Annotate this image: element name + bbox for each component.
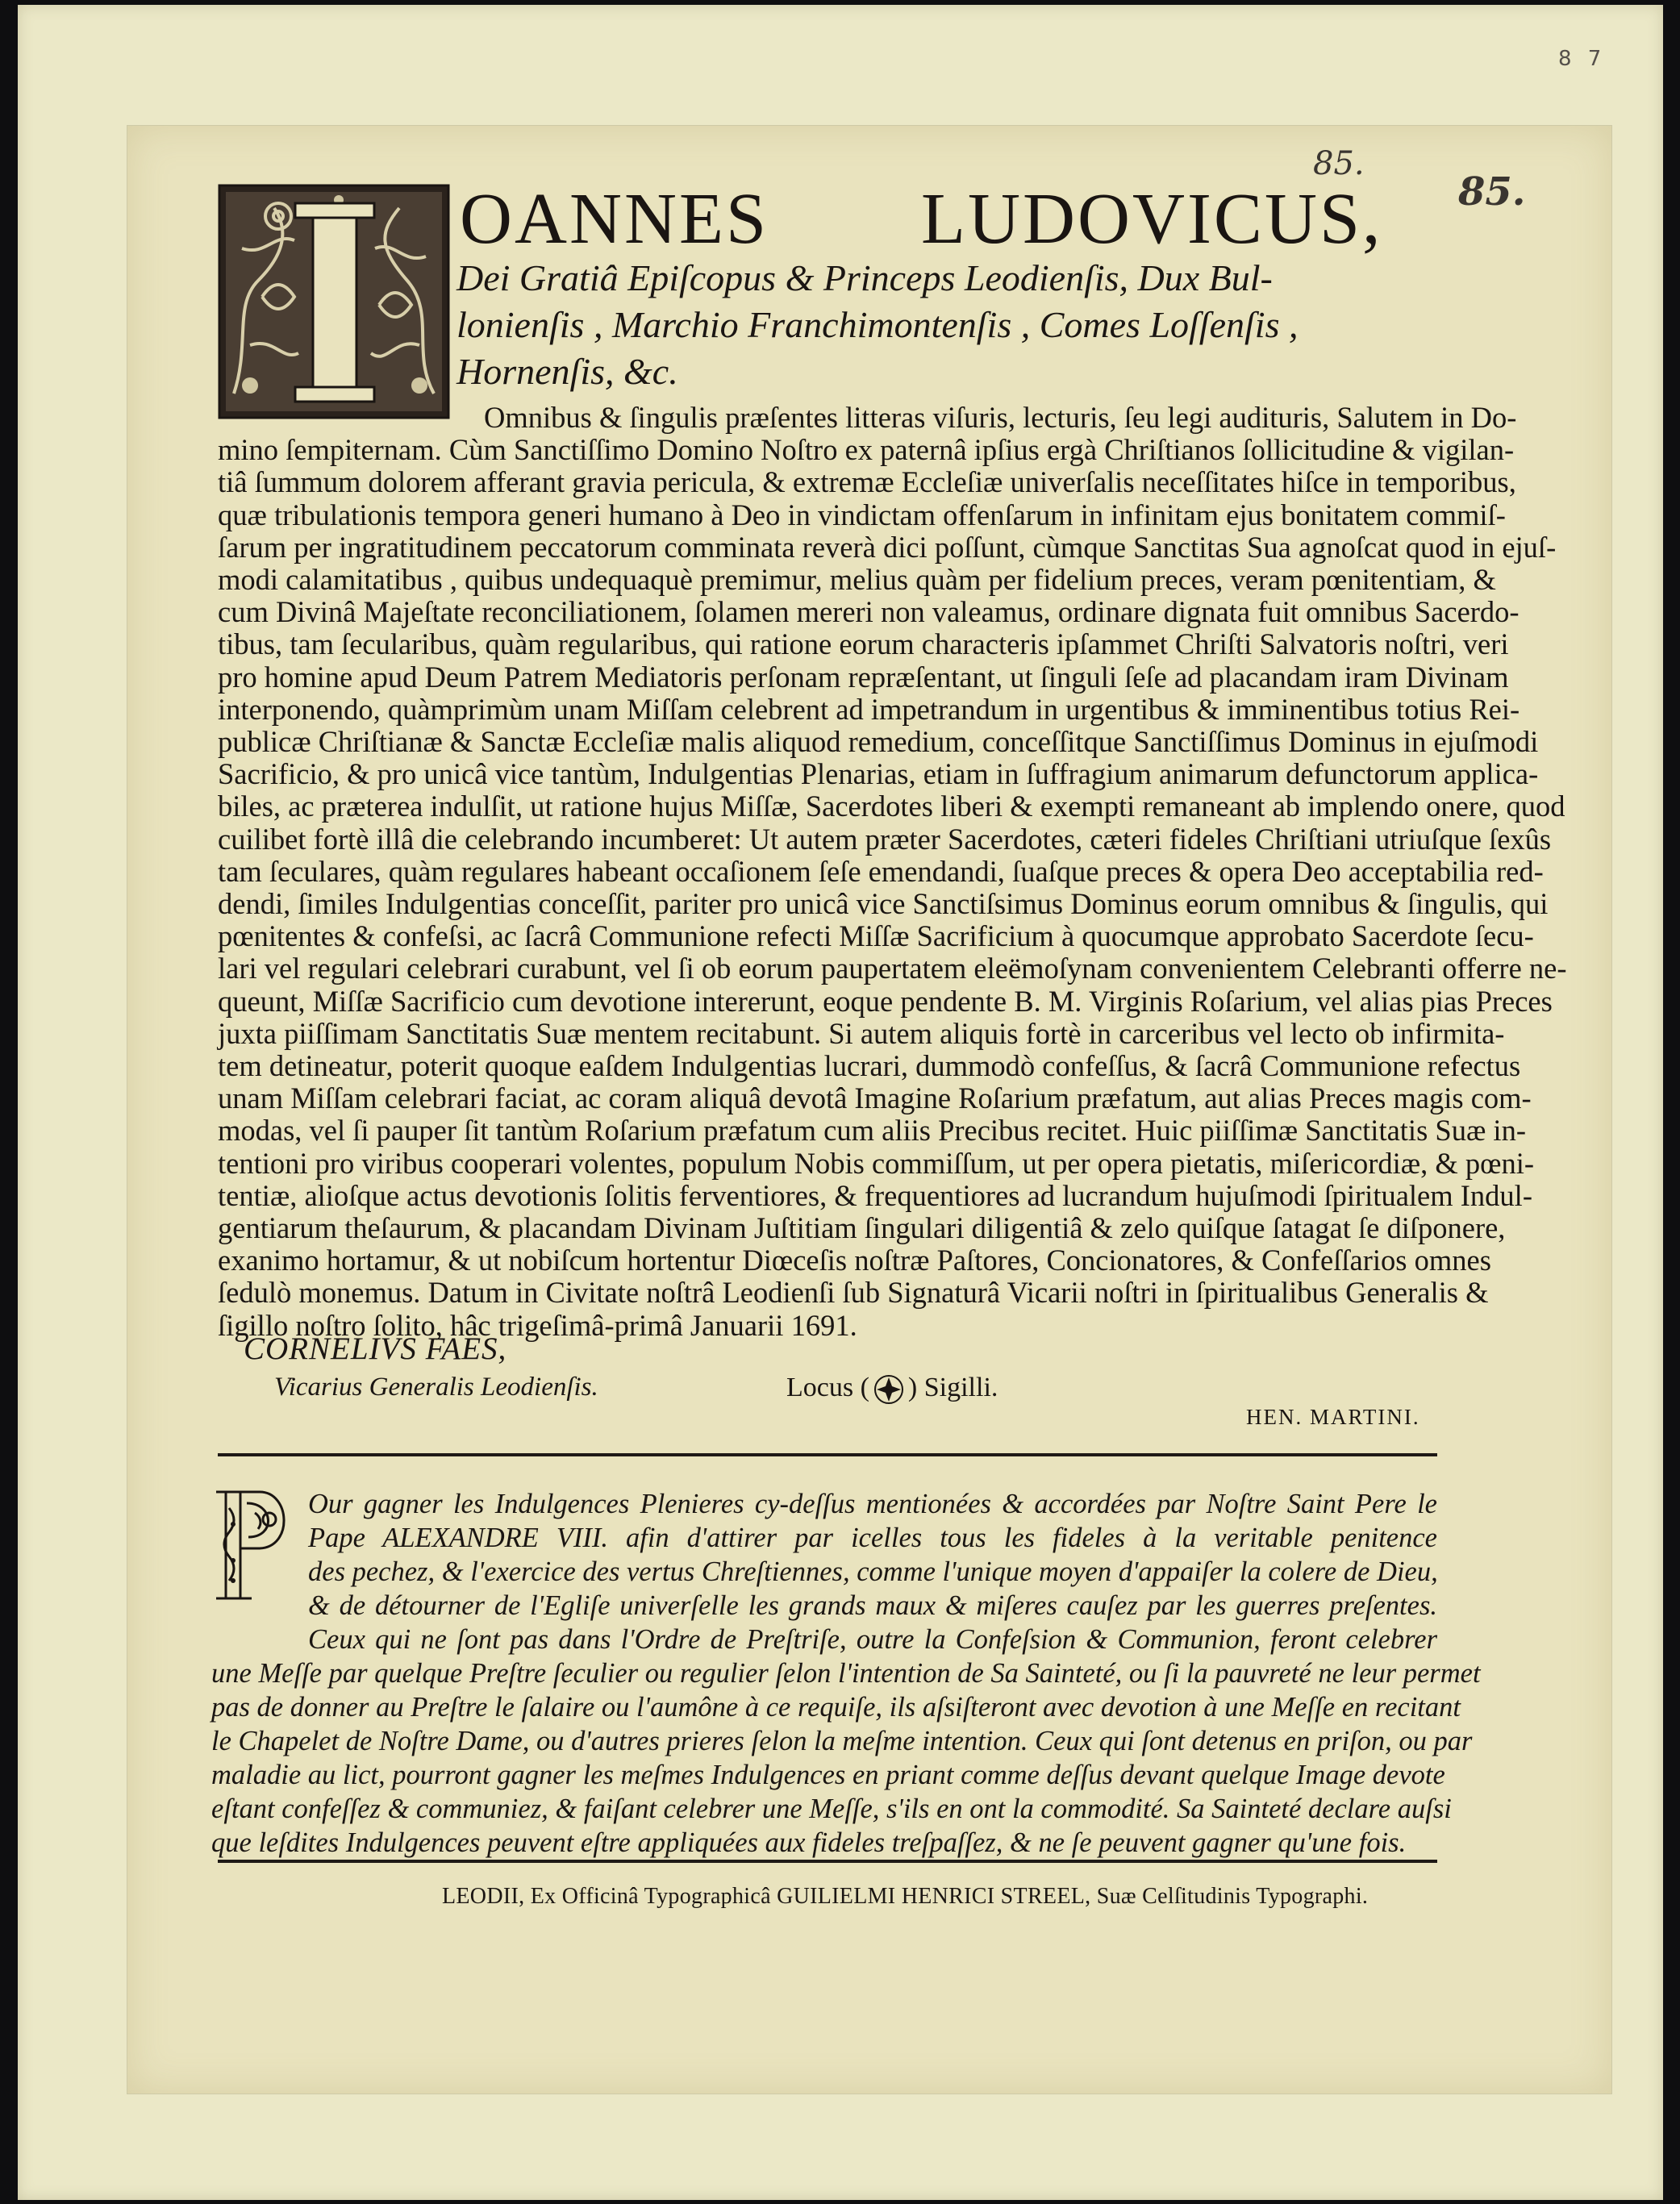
body-line: tam ſeculares, quàm regulares habeant occaſionem ſeſe emendandi, ſuaſque preces & opera Deo acceptabilia red- (218, 854, 1544, 888)
divider-rule-top (218, 1453, 1437, 1456)
body-line: unam Miſſam celebrari faciat, ac coram aliquâ devotâ Imagine Roſarium præfatum, aut alias Preces magis com- (218, 1081, 1532, 1115)
cross-seal-icon (873, 1373, 905, 1406)
french-line: une Meſſe par quelque Preſtre ſeculier ou regulier ſelon l'intention de Sa Sainteté, ou ſi la pauvreté ne leur permet (211, 1658, 1481, 1689)
pencil-folio-number: 8 7 (1558, 47, 1607, 71)
seal-place (786, 1373, 998, 1406)
body-line: gentiarum theſaurum, & placandam Divinam Juſtitiam ſingulari diligentiâ & zelo quiſque ſatagat ſe diſponere, (218, 1211, 1506, 1244)
body-line: juxta piiſſimam Sanctitatis Suæ mentem recitabunt. Si autem aliquis fortè in carceribus vel lecto ob infirmita- (218, 1016, 1505, 1050)
body-line: ſedulò monemus. Datum in Civitate noſtrâ Leodienſi ſub Signaturâ Vicarii noſtri in ſpiritualibus Generalis & (218, 1276, 1489, 1310)
body-line: tentioni pro viribus cooperari volentes, populum Nobis commiſſum, ut per opera pietatis, miſericordiæ, & pœni- (218, 1146, 1535, 1180)
french-line: & de détourner de l'Egliſe univerſelle les grands maux & miſeres cauſez par les guerres preſentes. (308, 1590, 1437, 1621)
body-line: modi calamitatibus , quibus undequaquè premimur, melius quàm per fidelium preces, veram pœnitentiam, & (218, 563, 1496, 596)
french-line: que leſdites Indulgences peuvent eſtre appliquées aux fideles treſpaſſez, & ne ſe peuvent gagner qu'une fois. (211, 1827, 1407, 1858)
body-line: interponendo, quàmprimùm unam Miſſam celebrent ad impetrandum in urgentibus & imminentibus totius Rei- (218, 692, 1520, 726)
body-line: tem detineatur, poterit quoque eaſdem Indulgentias lucrari, dummodò confeſſus, & ſacrâ Communione refectus (218, 1049, 1521, 1082)
body-line: ſigillo noſtro ſolito, hâc trigeſimâ-primâ Januarii 1691. (218, 1308, 857, 1342)
divider-rule-bottom (218, 1860, 1437, 1863)
heading-styles-line-1: Dei Gratiâ Epiſcopus & Princeps Leodienſis, Dux Bul- (456, 257, 1273, 298)
body-line: cuilibet fortè illâ die celebrando incumberet: Ut autem præter Sacerdotes, cæteri fideles Chriſtiani utriuſque ſexûs (218, 822, 1552, 856)
body-line: queunt, Miſſæ Sacrificio cum devotione intererunt, eoque pendente B. M. Virginis Roſarium, vel alias pias Preces (218, 984, 1553, 1018)
decorated-initial-p (210, 1484, 297, 1606)
body-line: publicæ Chriſtianæ & Sanctæ Eccleſiæ malis aliquod remedium, conceſſitque Sanctiſſimus Dominus in ejuſmodi (218, 725, 1539, 758)
heading-title (460, 177, 1428, 260)
body-line: Sacrificio, & pro unicâ vice tantùm, Indulgentias Plenarias, etiam in ſuffragium animarum defunctorum applica- (218, 757, 1539, 791)
body-line: pro homine apud Deum Patrem Mediatoris perſonam repræſentant, ut ſinguli ſeſe ad placandam iram Divinam (218, 660, 1509, 694)
woodcut-ornament-icon (218, 184, 450, 419)
body-line: pœnitentes & confeſsi, ac ſacrâ Communione refecti Miſſæ Sacrificium à quocumque approbato Sacerdote ſecu- (218, 919, 1534, 953)
printer-name: HEN. MARTINI. (1246, 1405, 1420, 1429)
body-line: tibus, tam ſecularibus, quàm regularibus, qui ratione eorum characteris ipſammet Chriſti Salvatoris noſtri, veri (218, 627, 1509, 661)
body-line: ſarum per ingratitudinem peccatorum comminata reverà dici poſſunt, cùmque Sanctitas Sua agnoſcat quod in ejuſ- (218, 530, 1557, 564)
body-line: tentiæ, alioſque actus devotionis ſolitis ferventiores, & frequentiores ad lucrandum hujuſmodi ſpiritualem Indul- (218, 1178, 1532, 1212)
handwritten-number-large: 85. (1458, 169, 1526, 215)
signatory-name: CORNELIVS FAES, (244, 1331, 507, 1366)
decorated-initial-i (218, 184, 450, 419)
heading-name-part2: LUDOVICUS, (921, 179, 1383, 259)
body-line: lari vel regulari celebrari curabunt, vel ſi ob eorum paupertatem eleëmoſynam convenientem Celebranti offerre ne- (218, 952, 1567, 985)
french-line: eſtant confeſſez & communiez, & faiſant celebrer une Meſſe, s'ils en ont la commodité. Sa Sainteté declare auſsi (211, 1794, 1452, 1824)
french-line: des pechez, & l'exercice des vertus Chreſtiennes, comme l'unique moyen d'appaiſer la colere de Dieu, (308, 1556, 1438, 1587)
handwritten-number-small: 85. (1313, 145, 1365, 182)
heading-name-part1: OANNES (460, 179, 769, 259)
locus-right-text: ) Sigilli. (907, 1373, 998, 1402)
heading-styles-line-2: lonienſis , Marchio Franchimontenſis , Comes Loſſenſis , (456, 304, 1299, 345)
body-line: Omnibus & ſingulis præſentes litteras viſuris, lecturis, ſeu legi audituris, Salutem in Do- (484, 401, 1517, 434)
body-line: exanimo hortamur, & ut nobiſcum hortentur Diœceſis noſtræ Paſtores, Concionatores, & Confeſſarios omnes (218, 1244, 1491, 1277)
body-line: cum Divinâ Majeſtate reconciliationem, ſolamen mereri non valeamus, ordinare dignata fuit omnibus Sacerdo- (218, 595, 1520, 629)
body-line: dendi, ſimiles Indulgentias conceſſit, pariter pro unicâ vice Sanctiſsimus Dominus eorum omnibus & ſingulis, qui (218, 887, 1549, 920)
heading-styles-line-3: Hornenſis, &c. (456, 351, 678, 392)
french-line: Ceux qui ne ſont pas dans l'Ordre de Preſtriſe, outre la Confeſsion & Communion, feront celebrer (308, 1624, 1437, 1655)
locus-left-text: Locus ( (786, 1373, 869, 1402)
french-line: Our gagner les Indulgences Plenieres cy-deſſus mentionées & accordées par Noſtre Saint Pere le (308, 1489, 1437, 1519)
ornamental-p-icon (210, 1484, 297, 1606)
body-line: quæ tribulationis tempora generi humano à Deo in vindictam offenſarum in infinitam ejus bonitatem commiſ- (218, 498, 1506, 531)
body-line: tiâ ſummum dolorem afferant gravia pericula, & extremæ Eccleſiæ univerſalis neceſſitates hiſce in temporibus, (218, 465, 1516, 499)
body-line: biles, ac præterea indulſit, ut ratione hujus Miſſæ, Sacerdotes liberi & exempti remaneant ab implendo onere, quod (218, 790, 1565, 823)
french-line: le Chapelet de Noſtre Dame, ou d'autres prieres ſelon la meſme intention. Ceux qui ſont detenus en priſon, ou par (211, 1726, 1473, 1756)
french-line: Pape ALEXANDRE VIII. afin d'attirer par icelles tous les fideles à la veritable penitence (308, 1523, 1437, 1553)
body-line: modas, vel ſi pauper ſit tantùm Roſarium præfatum cum aliis Precibus recitet. Huic piiſſimæ Sanctitatis Suæ in- (218, 1114, 1526, 1148)
french-line: maladie au lict, pourront gagner les meſmes Indulgences en priant comme deſſus devant quelque Image devote (211, 1760, 1445, 1790)
signatory-title: Vicarius Generalis Leodienſis. (274, 1373, 598, 1402)
body-line: mino ſempiternam. Cùm Sanctiſſimo Domino Noſtro ex paternâ ipſius ergà Chriſtianos ſollicitudine & vigilan- (218, 433, 1515, 467)
french-line: pas de donner au Preſtre le ſalaire ou l'aumône à ce requiſe, ils aſsiſteront avec devotion à une Meſſe en recitant (211, 1692, 1461, 1723)
colophon: LEODII, Ex Officinâ Typographicâ GUILIELMI HENRICI STREEL, Suæ Celſitudinis Typographi. (442, 1884, 1369, 1909)
